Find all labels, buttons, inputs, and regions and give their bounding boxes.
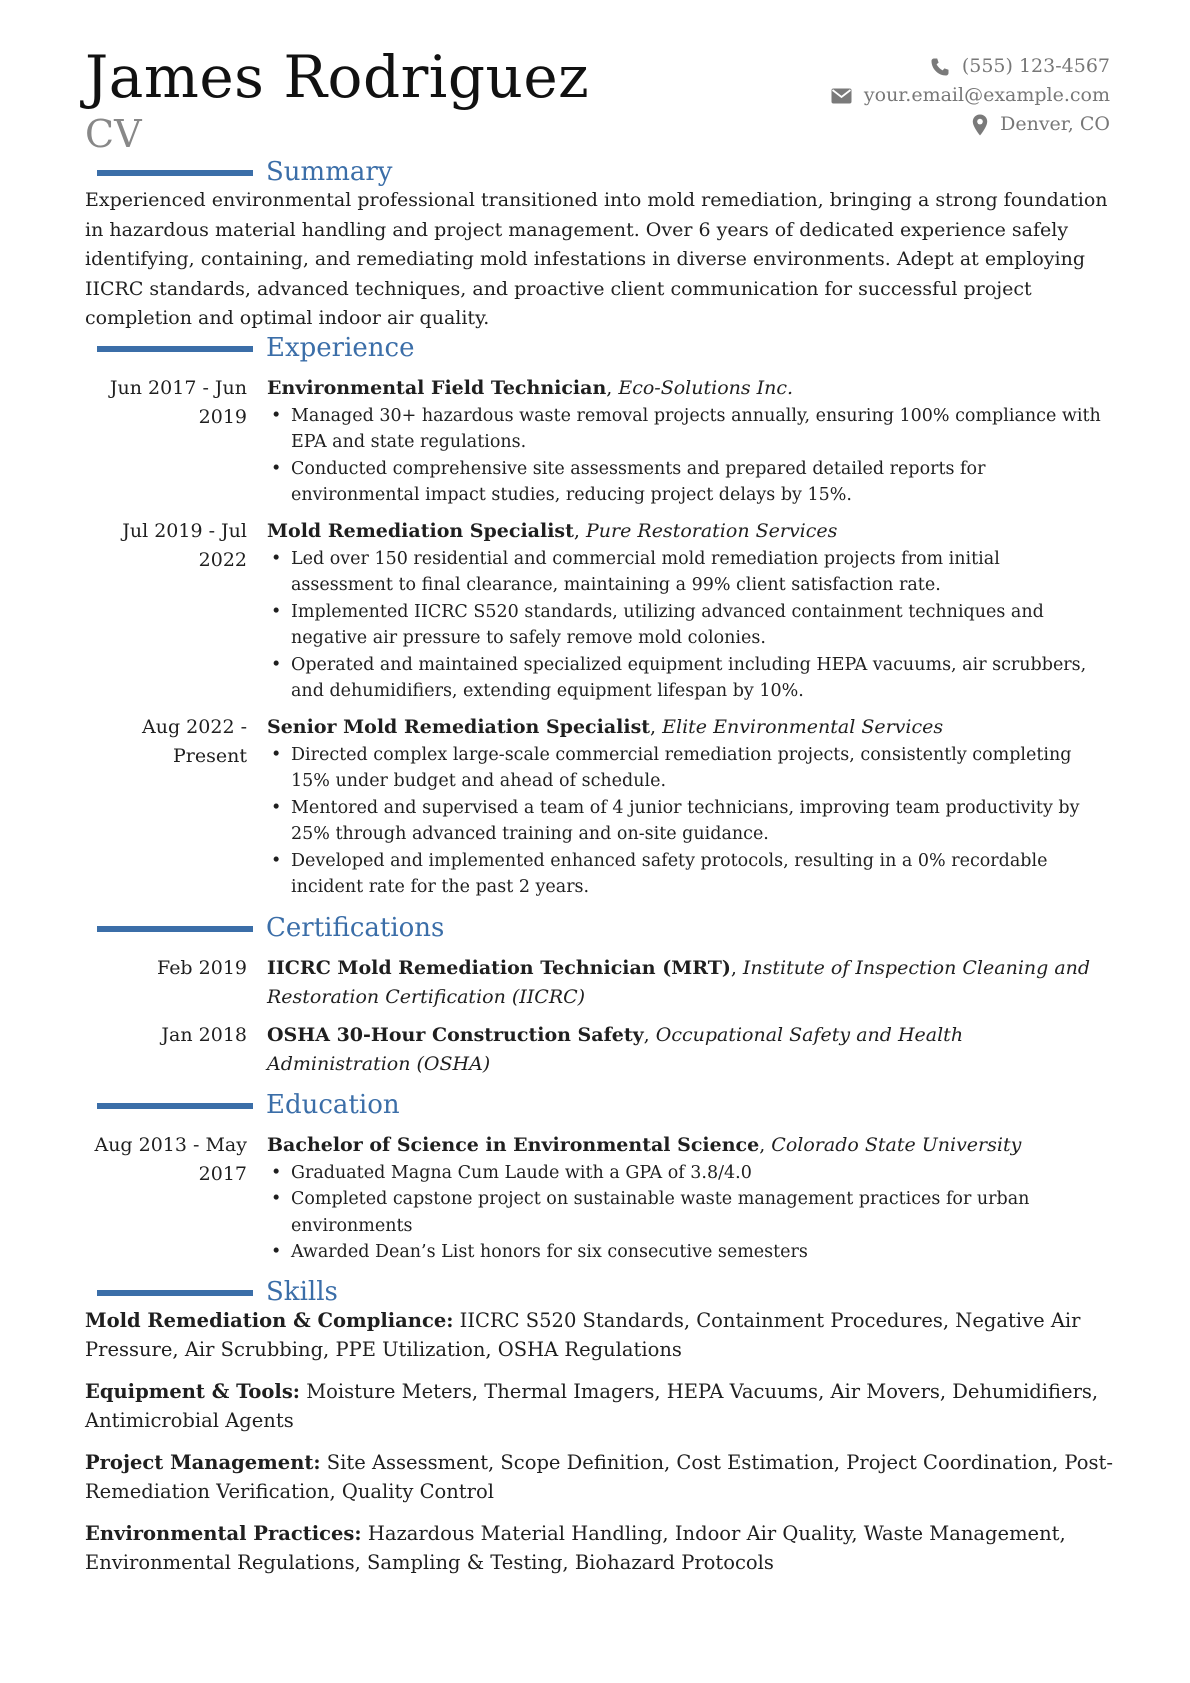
list-item: • Conducted comprehensive site assessments and prepared detailed reports for environmental impact studies, reducing project delays by 15%.	[267, 456, 1107, 509]
document-subtitle: CV	[85, 112, 142, 156]
list-item: • Awarded Dean’s List honors for six consecutive semesters	[267, 1239, 1107, 1266]
candidate-name: James Rodriguez	[85, 43, 590, 111]
entry-date: Aug 2022 - Present	[142, 716, 247, 767]
skill-list: Site Assessment, Scope Definition, Cost Estimation, Project Coordination, Post-Remediation Verification, Quality Control	[85, 1451, 1113, 1503]
heading-accent-bar	[97, 1103, 253, 1109]
heading-accent-bar	[97, 926, 253, 932]
entry-date: Feb 2019	[157, 957, 247, 979]
entry-role: Bachelor of Science in Environmental Science	[267, 1134, 760, 1156]
skill-group	[85, 1377, 1115, 1435]
section-title: Education	[266, 1090, 400, 1120]
envelope-icon	[831, 88, 852, 104]
section-title: Certifications	[266, 913, 445, 943]
contact-phone	[831, 52, 1110, 81]
entry-org: Pure Restoration Services	[586, 520, 838, 542]
entry-org: Eco-Solutions Inc.	[618, 377, 794, 399]
email-text: your.email@example.com	[863, 84, 1110, 106]
phone-text: (555) 123-4567	[961, 55, 1110, 77]
entry-org: Elite Environmental Services	[662, 716, 944, 738]
heading-accent-bar	[97, 170, 253, 176]
skill-list: IICRC S520 Standards, Containment Procedures, Negative Air Pressure, Air Scrubbing, PPE Utilization, OSHA Regulations	[85, 1309, 1081, 1361]
skill-group	[85, 1448, 1115, 1506]
skill-group	[85, 1519, 1115, 1577]
list-item: • Graduated Magna Cum Laude with a GPA of 3.8/4.0	[267, 1160, 1107, 1187]
entry-date: Jun 2017 - Jun 2019	[109, 377, 247, 428]
entry-date: Jul 2019 - Jul 2022	[122, 520, 247, 571]
list-item: • Developed and implemented enhanced safety protocols, resulting in a 0% recordable incident rate for the past 2 years.	[267, 848, 1107, 901]
heading-accent-bar	[97, 1290, 253, 1296]
list-item: • Managed 30+ hazardous waste removal projects annually, ensuring 100% compliance with EPA and state regulations.	[267, 403, 1107, 456]
skill-list: Hazardous Material Handling, Indoor Air Quality, Waste Management, Environmental Regulations, Sampling & Testing, Biohazard Protocols	[85, 1522, 1066, 1574]
entry-role: IICRC Mold Remediation Technician (MRT)	[267, 957, 731, 979]
entry-bullets	[267, 403, 1107, 509]
summary-text: Experienced environmental professional transitioned into mold remediation, bringing a strong foundation in hazardous material handling and project management. Over 6 years of dedicated experience safely identifying, containing, and remediating mold infestations in diverse environments. Adept at employing IICRC standards, advanced techniques, and proactive client communication for successful project completion and optimal indoor air quality.	[85, 189, 1108, 329]
entry-org: Occupational Safety and Health Administration (OSHA)	[267, 1024, 964, 1075]
entry-date: Jan 2018	[161, 1024, 247, 1046]
contact-email	[831, 81, 1110, 110]
list-item: • Implemented IICRC S520 standards, utilizing advanced containment techniques and negative air pressure to safely remove mold colonies.	[267, 599, 1107, 652]
phone-icon	[930, 57, 950, 77]
entry-org: Institute of Inspection Cleaning and Restoration Certification (IICRC)	[267, 957, 1091, 1008]
entry-role: Senior Mold Remediation Specialist	[267, 716, 651, 738]
list-item: • Operated and maintained specialized equipment including HEPA vacuums, air scrubbers, and dehumidifiers, extending equipment lifespan by 10%.	[267, 652, 1107, 705]
entry-role: Mold Remediation Specialist	[267, 520, 574, 542]
entry-role: OSHA 30-Hour Construction Safety	[267, 1024, 644, 1046]
list-item: • Mentored and supervised a team of 4 junior technicians, improving team productivity by 25% through advanced training and on-site guidance.	[267, 795, 1107, 848]
contact-info	[831, 52, 1110, 139]
skill-category: Mold Remediation & Compliance:	[85, 1309, 454, 1332]
contact-location	[831, 110, 1110, 139]
skill-group	[85, 1306, 1115, 1364]
list-item: • Led over 150 residential and commercial mold remediation projects from initial assessment to final clearance, maintaining a 99% client satisfaction rate.	[267, 546, 1107, 599]
skill-category: Environmental Practices:	[85, 1522, 362, 1545]
entry-bullets	[267, 1160, 1107, 1266]
entry-bullets	[267, 742, 1107, 901]
entry-role: Environmental Field Technician	[267, 377, 607, 399]
entry-date: Aug 2013 - May 2017	[94, 1134, 247, 1185]
resume-page: James Rodriguez CV (555) 123-4567 your.email@example.com Denver, CO Summary Experienced environmental professional transitioned into mold remediation, bringing a strong foundation in hazardous material handling and project management. Over 6 years of dedicated experience safely identifying, containing, and remediating mold infestations in diverse environments. Adept at employing IICRC standards, advanced techniques, and proactive client communication for successful project completion and optimal indoor air quality. Experience Jun 2017 - Jun 2019 Environmental Field Technician, Eco-Solutions Inc. • Managed 30+ hazardous waste removal projects annually, ensuring 100% compliance with EPA and state regulations. • Conducted comprehensive site assessments and prepared detailed reports for environmental impact studies, reducing project delays by 15%. Jul 2019 - Jul 2022 Mold Remediation Specialist, Pure Restoration Services • Led over 150 residential and commercial mold remediation projects from initial assessment to final clearance, maintaining a 99% client satisfaction rate. • Implemented IICRC S520 standards, utilizing advanced containment techniques and negative air pressure to safely remove mold colonies. • Operated and maintained specialized equipment including HEPA vacuums, air scrubbers, and dehumidifiers, extending equipment lifespan by 10%. Aug 2022 - Present Senior Mold Remediation Specialist, Elite Environmental Services • Directed complex large-scale commercial remediation projects, consistently completing 15% under budget and ahead of schedule. • Mentored and supervised a team of 4 junior technicians, improving team productivity by 25% through advanced training and on-site guidance. • Developed and implemented enhanced safety protocols, resulting in a 0% recordable incident rate for the past 2 years. Certifications Feb 2019 IICRC Mold Remediation Technician (MRT), Institute of Inspection Cleaning and Restoration Certification (IICRC) Jan 2018 OSHA 30-Hour Construction Safety, Occupational Safety and Health Administration (OSHA) Education Aug 2013 - May 2017 Bachelor of Science in Environmental Science, Colorado State University • Graduated Magna Cum Laude with a GPA of 3.8/4.0 • Completed capstone project on sustainable waste management practices for urban environments • Awarded Dean’s List honors for six consecutive semesters Skills Mold Remediation & Compliance: IICRC S520 Standards, Containment Procedures, Negative Air Pressure, Air Scrubbing, PPE Utilization, OSHA Regulations Equipment & Tools: Moisture Meters, Thermal Imagers, HEPA Vacuums, Air Movers, Dehumidifiers, Antimicrobial Agents Project Management: Site Assessment, Scope Definition, Cost Estimation, Project Coordination, Post-Remediation Verification, Quality Control Environmental Practices: Hazardous Material Handling, Indoor Air Quality, Waste Management, Environmental Regulations, Sampling & Testing, Biohazard Protocols	[0, 0, 1190, 1683]
section-title: Skills	[266, 1277, 338, 1307]
skill-category: Equipment & Tools:	[85, 1380, 300, 1403]
list-item: • Completed capstone project on sustainable waste management practices for urban environments	[267, 1186, 1107, 1239]
skill-category: Project Management:	[85, 1451, 321, 1474]
location-text: Denver, CO	[1000, 113, 1110, 135]
map-pin-icon	[972, 114, 988, 136]
entry-org: Colorado State University	[771, 1134, 1022, 1156]
entry-bullets	[267, 546, 1107, 705]
skill-list: Moisture Meters, Thermal Imagers, HEPA Vacuums, Air Movers, Dehumidifiers, Antimicrobial Agents	[85, 1380, 1099, 1432]
list-item: • Directed complex large-scale commercial remediation projects, consistently completing 15% under budget and ahead of schedule.	[267, 742, 1107, 795]
heading-accent-bar	[97, 346, 253, 352]
section-title: Experience	[266, 333, 415, 363]
section-title: Summary	[266, 157, 393, 187]
